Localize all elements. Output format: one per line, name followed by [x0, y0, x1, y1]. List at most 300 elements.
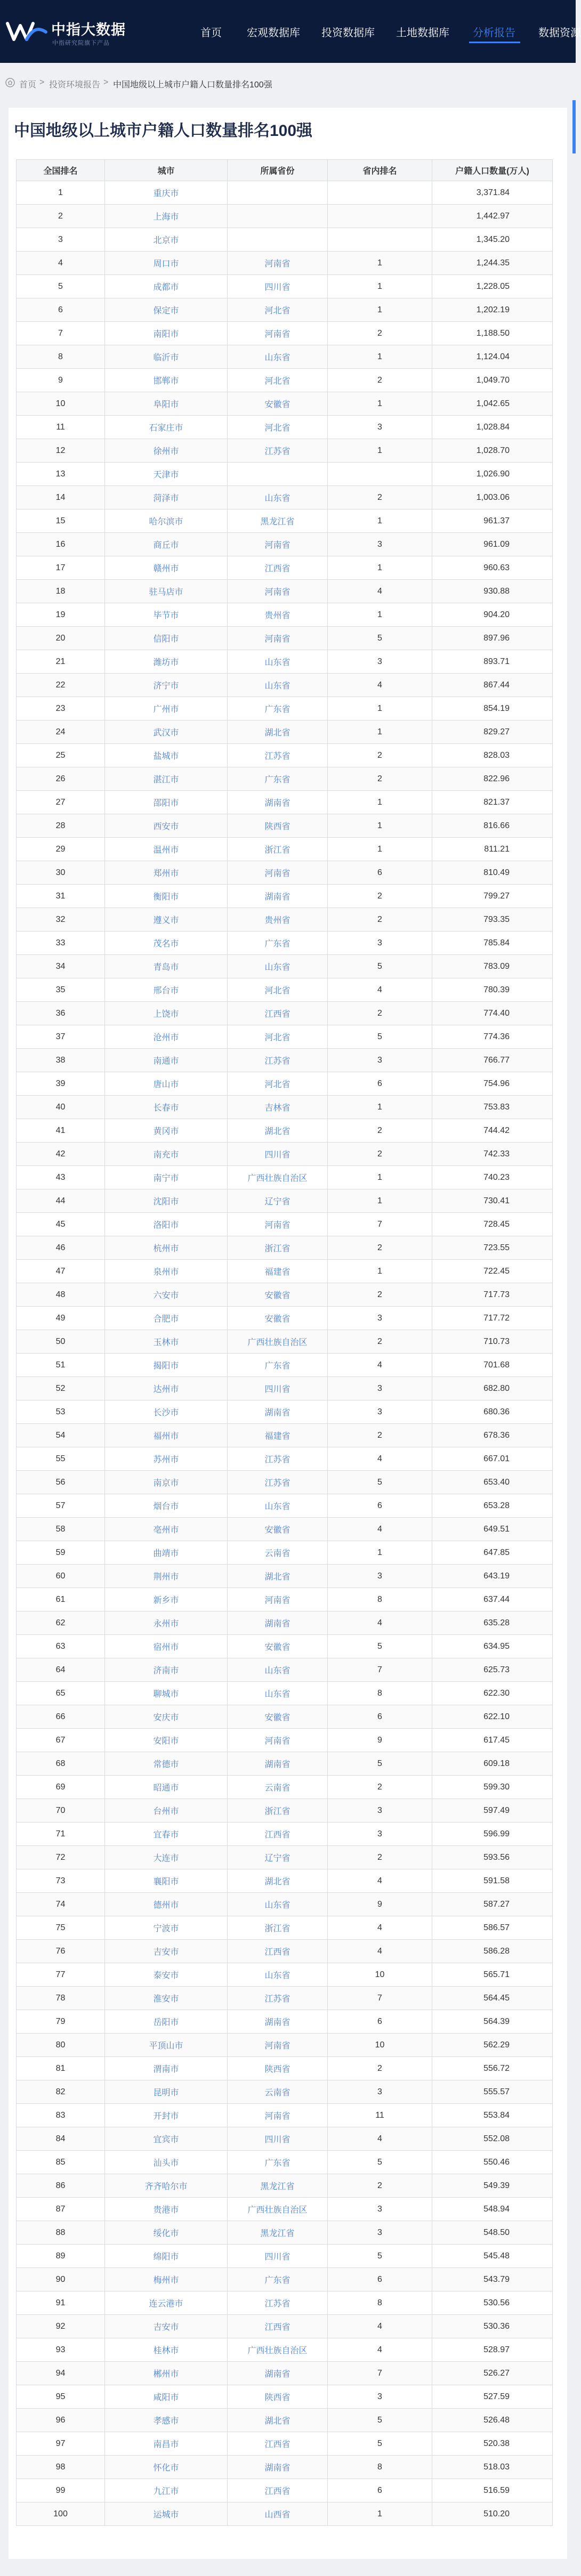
province-link[interactable]: 河南省: [228, 1588, 328, 1611]
city-link[interactable]: 荆州市: [105, 1565, 228, 1588]
city-link[interactable]: 六安市: [105, 1283, 228, 1307]
city-link[interactable]: 襄阳市: [105, 1869, 228, 1893]
province-link[interactable]: 山东省: [228, 674, 328, 697]
city-link[interactable]: 淮安市: [105, 1987, 228, 2010]
province-link[interactable]: 黑龙江省: [228, 509, 328, 533]
table-row: [17, 744, 553, 767]
city-link[interactable]: 德州市: [105, 1893, 228, 1916]
table-row: [17, 416, 553, 439]
rank-cell: 65: [17, 1682, 105, 1705]
main-nav: [192, 0, 581, 63]
province-link[interactable]: [228, 463, 328, 486]
province-link[interactable]: 广东省: [228, 2268, 328, 2291]
city-link[interactable]: 岳阳市: [105, 2010, 228, 2034]
city-link[interactable]: 青岛市: [105, 955, 228, 978]
city-link[interactable]: 济南市: [105, 1658, 228, 1682]
province-link[interactable]: 湖南省: [228, 2362, 328, 2385]
province-link[interactable]: 江西省: [228, 556, 328, 580]
province-link[interactable]: 贵州省: [228, 603, 328, 627]
population-cell: 564.39: [432, 2010, 553, 2034]
province-link[interactable]: 河南省: [228, 2034, 328, 2057]
province-link[interactable]: 四川省: [228, 2245, 328, 2268]
rank-cell: 4: [17, 252, 105, 275]
rank-cell: 92: [17, 2315, 105, 2338]
city-link[interactable]: 信阳市: [105, 627, 228, 650]
province-link[interactable]: 广东省: [228, 697, 328, 720]
city-link[interactable]: 新乡市: [105, 1588, 228, 1611]
city-link[interactable]: 合肥市: [105, 1307, 228, 1330]
population-cell: 586.28: [432, 1940, 553, 1963]
province-link[interactable]: 河南省: [228, 627, 328, 650]
province-link[interactable]: 湖南省: [228, 2456, 328, 2479]
province-rank-cell: 6: [328, 2010, 432, 2034]
province-link[interactable]: 江西省: [228, 1940, 328, 1963]
province-link[interactable]: 湖南省: [228, 2010, 328, 2034]
breadcrumb-investment-reports[interactable]: 投资环境报告: [49, 80, 101, 90]
rank-cell: 1: [17, 181, 105, 205]
table-row: [17, 533, 553, 556]
city-link[interactable]: 玉林市: [105, 1330, 228, 1354]
province-rank-cell: 1: [328, 1260, 432, 1283]
table-row: [17, 674, 553, 697]
province-link[interactable]: 江苏省: [228, 1049, 328, 1072]
province-link[interactable]: 山东省: [228, 1494, 328, 1518]
city-link[interactable]: 运城市: [105, 2502, 228, 2526]
city-link[interactable]: 商丘市: [105, 533, 228, 556]
table-row: [17, 2315, 553, 2338]
province-link[interactable]: 陕西省: [228, 2385, 328, 2409]
city-link[interactable]: 唐山市: [105, 1072, 228, 1096]
province-link[interactable]: 云南省: [228, 1541, 328, 1565]
nav-item-macro-db[interactable]: 宏观数据库: [247, 27, 300, 39]
city-link[interactable]: 阜阳市: [105, 392, 228, 416]
city-link[interactable]: 赣州市: [105, 556, 228, 580]
province-link[interactable]: 四川省: [228, 275, 328, 298]
nav-item-home[interactable]: 首页: [200, 27, 222, 39]
city-link[interactable]: 临沂市: [105, 345, 228, 369]
nav-item-analysis-reports[interactable]: 分析报告: [473, 27, 515, 39]
city-link[interactable]: 泉州市: [105, 1260, 228, 1283]
province-link[interactable]: 陕西省: [228, 814, 328, 838]
population-cell: 1,228.05: [432, 275, 553, 298]
province-link[interactable]: 安徽省: [228, 392, 328, 416]
city-link[interactable]: 福州市: [105, 1424, 228, 1447]
province-link[interactable]: 河南省: [228, 861, 328, 885]
city-link[interactable]: 沈阳市: [105, 1189, 228, 1213]
table-row: [17, 767, 553, 791]
rank-cell: 41: [17, 1119, 105, 1143]
table-row: [17, 1799, 553, 1822]
city-link[interactable]: 北京市: [105, 228, 228, 252]
city-link[interactable]: 温州市: [105, 838, 228, 861]
city-link[interactable]: 宁波市: [105, 1916, 228, 1940]
province-link[interactable]: 山东省: [228, 955, 328, 978]
city-link[interactable]: 九江市: [105, 2479, 228, 2502]
population-cell: 553.84: [432, 2104, 553, 2127]
population-cell: 822.96: [432, 767, 553, 791]
city-link[interactable]: 湛江市: [105, 767, 228, 791]
province-link[interactable]: 江苏省: [228, 744, 328, 767]
city-link[interactable]: 贵港市: [105, 2198, 228, 2221]
province-rank-cell: 1: [328, 791, 432, 814]
province-link[interactable]: 河南省: [228, 2104, 328, 2127]
city-link[interactable]: 曲靖市: [105, 1541, 228, 1565]
province-link[interactable]: 河北省: [228, 369, 328, 392]
rank-cell: 37: [17, 1025, 105, 1049]
rank-cell: 73: [17, 1869, 105, 1893]
city-link[interactable]: 常德市: [105, 1752, 228, 1776]
province-link[interactable]: 湖北省: [228, 1869, 328, 1893]
city-link[interactable]: 南通市: [105, 1049, 228, 1072]
province-rank-cell: 7: [328, 1658, 432, 1682]
city-link[interactable]: 南阳市: [105, 322, 228, 345]
province-link[interactable]: 山东省: [228, 1963, 328, 1987]
province-rank-cell: 6: [328, 2479, 432, 2502]
province-link[interactable]: 江西省: [228, 2315, 328, 2338]
city-link[interactable]: 安庆市: [105, 1705, 228, 1729]
rank-cell: 50: [17, 1330, 105, 1354]
city-link[interactable]: 衡阳市: [105, 885, 228, 908]
rank-cell: 25: [17, 744, 105, 767]
city-link[interactable]: 盐城市: [105, 744, 228, 767]
city-link[interactable]: 永州市: [105, 1611, 228, 1635]
rank-cell: 86: [17, 2174, 105, 2198]
city-link[interactable]: 平顶山市: [105, 2034, 228, 2057]
province-rank-cell: 5: [328, 2151, 432, 2174]
city-link[interactable]: 宜春市: [105, 1822, 228, 1846]
province-link[interactable]: 河北省: [228, 1072, 328, 1096]
rank-cell: 46: [17, 1236, 105, 1260]
city-link[interactable]: 泰安市: [105, 1963, 228, 1987]
population-cell: 634.95: [432, 1635, 553, 1658]
city-link[interactable]: 成都市: [105, 275, 228, 298]
city-link[interactable]: 保定市: [105, 298, 228, 322]
province-link[interactable]: 湖北省: [228, 1119, 328, 1143]
table-row: [17, 720, 553, 744]
province-link[interactable]: 湖南省: [228, 1611, 328, 1635]
province-link[interactable]: 广东省: [228, 2151, 328, 2174]
city-link[interactable]: 武汉市: [105, 720, 228, 744]
city-link[interactable]: 咸阳市: [105, 2385, 228, 2409]
city-link[interactable]: 吉安市: [105, 2315, 228, 2338]
city-link[interactable]: 邢台市: [105, 978, 228, 1002]
city-link[interactable]: 邯郸市: [105, 369, 228, 392]
logo-title[interactable]: 中指大数据: [51, 22, 126, 38]
table-row: [17, 1002, 553, 1025]
population-cell: 518.03: [432, 2456, 553, 2479]
province-link[interactable]: 辽宁省: [228, 1846, 328, 1869]
city-link[interactable]: 潍坊市: [105, 650, 228, 674]
province-rank-cell: 3: [328, 1049, 432, 1072]
province-link[interactable]: 江苏省: [228, 1987, 328, 2010]
city-link[interactable]: 天津市: [105, 463, 228, 486]
city-link[interactable]: 毕节市: [105, 603, 228, 627]
province-rank-cell: 8: [328, 1588, 432, 1611]
province-rank-cell: 4: [328, 2315, 432, 2338]
rank-cell: 33: [17, 931, 105, 955]
population-cell: 596.99: [432, 1822, 553, 1846]
table-row: [17, 392, 553, 416]
province-link[interactable]: 湖南省: [228, 885, 328, 908]
city-link[interactable]: 郑州市: [105, 861, 228, 885]
province-link[interactable]: 云南省: [228, 1776, 328, 1799]
nav-item-data-resources[interactable]: 数据资源: [538, 27, 581, 39]
city-link[interactable]: 郴州市: [105, 2362, 228, 2385]
city-link[interactable]: 亳州市: [105, 1518, 228, 1541]
city-link[interactable]: 南京市: [105, 1471, 228, 1494]
breadcrumb-home[interactable]: 首页: [19, 80, 37, 90]
city-link[interactable]: 齐齐哈尔市: [105, 2174, 228, 2198]
province-link[interactable]: 陕西省: [228, 2057, 328, 2080]
province-link[interactable]: 广西壮族自治区: [228, 2198, 328, 2221]
population-cell: 510.20: [432, 2502, 553, 2526]
population-cell: 622.30: [432, 1682, 553, 1705]
province-link[interactable]: 河北省: [228, 1025, 328, 1049]
province-link[interactable]: 江西省: [228, 1002, 328, 1025]
city-link[interactable]: 重庆市: [105, 181, 228, 205]
city-link[interactable]: 南昌市: [105, 2432, 228, 2456]
province-link[interactable]: 河北省: [228, 298, 328, 322]
province-link[interactable]: 广西壮族自治区: [228, 1166, 328, 1189]
city-link[interactable]: 济宁市: [105, 674, 228, 697]
city-link[interactable]: 苏州市: [105, 1447, 228, 1471]
province-link[interactable]: 云南省: [228, 2080, 328, 2104]
province-link[interactable]: 吉林省: [228, 1096, 328, 1119]
content-card: [9, 108, 567, 2559]
city-link[interactable]: 杭州市: [105, 1236, 228, 1260]
province-link[interactable]: 山东省: [228, 486, 328, 509]
rank-cell: 58: [17, 1518, 105, 1541]
province-link[interactable]: 广东省: [228, 931, 328, 955]
province-link[interactable]: 山东省: [228, 650, 328, 674]
city-link[interactable]: 开封市: [105, 2104, 228, 2127]
population-cell: 854.19: [432, 697, 553, 720]
province-link[interactable]: 河北省: [228, 978, 328, 1002]
city-link[interactable]: 大连市: [105, 1846, 228, 1869]
province-link[interactable]: [228, 228, 328, 252]
province-rank-cell: 3: [328, 650, 432, 674]
nav-item-land-db[interactable]: 土地数据库: [396, 27, 449, 39]
top-header: [0, 0, 581, 63]
city-link[interactable]: 连云港市: [105, 2291, 228, 2315]
city-link[interactable]: 宜宾市: [105, 2127, 228, 2151]
rank-cell: 12: [17, 439, 105, 463]
table-row: [17, 2010, 553, 2034]
city-link[interactable]: 上饶市: [105, 1002, 228, 1025]
province-link[interactable]: 广西壮族自治区: [228, 2338, 328, 2362]
population-cell: 730.41: [432, 1189, 553, 1213]
province-link[interactable]: 山东省: [228, 345, 328, 369]
city-link[interactable]: 石家庄市: [105, 416, 228, 439]
city-link[interactable]: 桂林市: [105, 2338, 228, 2362]
province-link[interactable]: 河南省: [228, 533, 328, 556]
province-link[interactable]: 安徽省: [228, 1705, 328, 1729]
province-link[interactable]: 湖南省: [228, 1752, 328, 1776]
city-link[interactable]: 周口市: [105, 252, 228, 275]
table-row: [17, 1565, 553, 1588]
city-link[interactable]: 哈尔滨市: [105, 509, 228, 533]
province-link[interactable]: 浙江省: [228, 1916, 328, 1940]
city-link[interactable]: 洛阳市: [105, 1213, 228, 1236]
city-link[interactable]: 揭阳市: [105, 1354, 228, 1377]
province-link[interactable]: [228, 181, 328, 205]
city-link[interactable]: 邵阳市: [105, 791, 228, 814]
home-icon[interactable]: [5, 78, 15, 87]
population-cell: 587.27: [432, 1893, 553, 1916]
province-link[interactable]: [228, 205, 328, 228]
province-rank-cell: 2: [328, 908, 432, 931]
city-link[interactable]: 黄冈市: [105, 1119, 228, 1143]
province-link[interactable]: 江苏省: [228, 1471, 328, 1494]
province-link[interactable]: 山东省: [228, 1682, 328, 1705]
population-cell: 1,124.04: [432, 345, 553, 369]
city-link[interactable]: 昭通市: [105, 1776, 228, 1799]
city-link[interactable]: 宿州市: [105, 1635, 228, 1658]
table-row: [17, 1354, 553, 1377]
province-link[interactable]: 安徽省: [228, 1635, 328, 1658]
province-link[interactable]: 四川省: [228, 1143, 328, 1166]
province-link[interactable]: 四川省: [228, 1377, 328, 1400]
province-rank-cell: 9: [328, 1893, 432, 1916]
rank-cell: 27: [17, 791, 105, 814]
table-row: [17, 1729, 553, 1752]
province-link[interactable]: 山西省: [228, 2502, 328, 2526]
city-link[interactable]: 南充市: [105, 1143, 228, 1166]
rank-cell: 30: [17, 861, 105, 885]
city-link[interactable]: 吉安市: [105, 1940, 228, 1963]
population-cell: 1,028.84: [432, 416, 553, 439]
city-link[interactable]: 上海市: [105, 205, 228, 228]
province-link[interactable]: 山东省: [228, 1658, 328, 1682]
city-link[interactable]: 孝感市: [105, 2409, 228, 2432]
rank-cell: 29: [17, 838, 105, 861]
rank-cell: 63: [17, 1635, 105, 1658]
city-link[interactable]: 烟台市: [105, 1494, 228, 1518]
population-cell: 893.71: [432, 650, 553, 674]
population-cell: 565.71: [432, 1963, 553, 1987]
table-row: [17, 556, 553, 580]
province-link[interactable]: 江苏省: [228, 2291, 328, 2315]
province-link[interactable]: 江西省: [228, 2432, 328, 2456]
province-link[interactable]: 黑龙江省: [228, 2174, 328, 2198]
province-link[interactable]: 浙江省: [228, 1236, 328, 1260]
population-cell: 799.27: [432, 885, 553, 908]
city-link[interactable]: 梅州市: [105, 2268, 228, 2291]
province-link[interactable]: 山东省: [228, 1893, 328, 1916]
city-link[interactable]: 汕头市: [105, 2151, 228, 2174]
province-link[interactable]: 湖南省: [228, 791, 328, 814]
city-link[interactable]: 长沙市: [105, 1400, 228, 1424]
city-link[interactable]: 怀化市: [105, 2456, 228, 2479]
province-link[interactable]: 河南省: [228, 322, 328, 345]
city-link[interactable]: 茂名市: [105, 931, 228, 955]
province-rank-cell: 10: [328, 2034, 432, 2057]
rank-cell: 23: [17, 697, 105, 720]
province-link[interactable]: 河南省: [228, 1729, 328, 1752]
province-link[interactable]: 湖北省: [228, 2409, 328, 2432]
province-link[interactable]: 广东省: [228, 767, 328, 791]
city-link[interactable]: 广州市: [105, 697, 228, 720]
city-link[interactable]: 徐州市: [105, 439, 228, 463]
table-row: [17, 1025, 553, 1049]
city-link[interactable]: 渭南市: [105, 2057, 228, 2080]
province-link[interactable]: 江西省: [228, 2479, 328, 2502]
city-link[interactable]: 昆明市: [105, 2080, 228, 2104]
province-link[interactable]: 湖北省: [228, 720, 328, 744]
population-cell: 828.03: [432, 744, 553, 767]
city-link[interactable]: 达州市: [105, 1377, 228, 1400]
province-link[interactable]: 广东省: [228, 1354, 328, 1377]
province-link[interactable]: 四川省: [228, 2127, 328, 2151]
logo-subtitle: 中指研究院旗下产品: [52, 40, 110, 46]
province-link[interactable]: 湖南省: [228, 1400, 328, 1424]
province-link[interactable]: 河南省: [228, 580, 328, 603]
table-row: [17, 2151, 553, 2174]
province-link[interactable]: 江西省: [228, 1822, 328, 1846]
city-link[interactable]: 遵义市: [105, 908, 228, 931]
province-link[interactable]: 浙江省: [228, 838, 328, 861]
city-link[interactable]: 菏泽市: [105, 486, 228, 509]
province-link[interactable]: 贵州省: [228, 908, 328, 931]
city-link[interactable]: 聊城市: [105, 1682, 228, 1705]
table-row: [17, 1822, 553, 1846]
population-cell: 564.45: [432, 1987, 553, 2010]
province-link[interactable]: 福建省: [228, 1424, 328, 1447]
city-link[interactable]: 南宁市: [105, 1166, 228, 1189]
province-link[interactable]: 浙江省: [228, 1799, 328, 1822]
province-link[interactable]: 江苏省: [228, 1447, 328, 1471]
city-link[interactable]: 绵阳市: [105, 2245, 228, 2268]
table-row: [17, 2456, 553, 2479]
logo-wave-icon[interactable]: [5, 16, 48, 45]
city-link[interactable]: 绥化市: [105, 2221, 228, 2245]
province-link[interactable]: 安徽省: [228, 1283, 328, 1307]
province-link[interactable]: 湖北省: [228, 1565, 328, 1588]
table-row: [17, 2268, 553, 2291]
rank-cell: 49: [17, 1307, 105, 1330]
city-link[interactable]: 安阳市: [105, 1729, 228, 1752]
population-cell: 527.59: [432, 2385, 553, 2409]
rank-cell: 83: [17, 2104, 105, 2127]
population-cell: 1,003.06: [432, 486, 553, 509]
province-link[interactable]: 广西壮族自治区: [228, 1330, 328, 1354]
province-link[interactable]: 辽宁省: [228, 1189, 328, 1213]
province-link[interactable]: 河南省: [228, 252, 328, 275]
population-cell: 710.73: [432, 1330, 553, 1354]
population-cell: 643.19: [432, 1565, 553, 1588]
province-rank-cell: 2: [328, 322, 432, 345]
province-rank-cell: [328, 205, 432, 228]
province-link[interactable]: 河南省: [228, 1213, 328, 1236]
province-link[interactable]: 黑龙江省: [228, 2221, 328, 2245]
rank-cell: 80: [17, 2034, 105, 2057]
city-link[interactable]: 沧州市: [105, 1025, 228, 1049]
table-row: [17, 955, 553, 978]
city-link[interactable]: 长春市: [105, 1096, 228, 1119]
nav-item-investment-db[interactable]: 投资数据库: [321, 27, 375, 39]
province-link[interactable]: 安徽省: [228, 1518, 328, 1541]
province-link[interactable]: 安徽省: [228, 1307, 328, 1330]
province-link[interactable]: 江苏省: [228, 439, 328, 463]
table-row: [17, 1963, 553, 1987]
province-link[interactable]: 福建省: [228, 1260, 328, 1283]
province-link[interactable]: 河北省: [228, 416, 328, 439]
province-rank-cell: 7: [328, 1987, 432, 2010]
city-link[interactable]: 台州市: [105, 1799, 228, 1822]
city-link[interactable]: 西安市: [105, 814, 228, 838]
province-rank-cell: 3: [328, 1400, 432, 1424]
city-link[interactable]: 驻马店市: [105, 580, 228, 603]
